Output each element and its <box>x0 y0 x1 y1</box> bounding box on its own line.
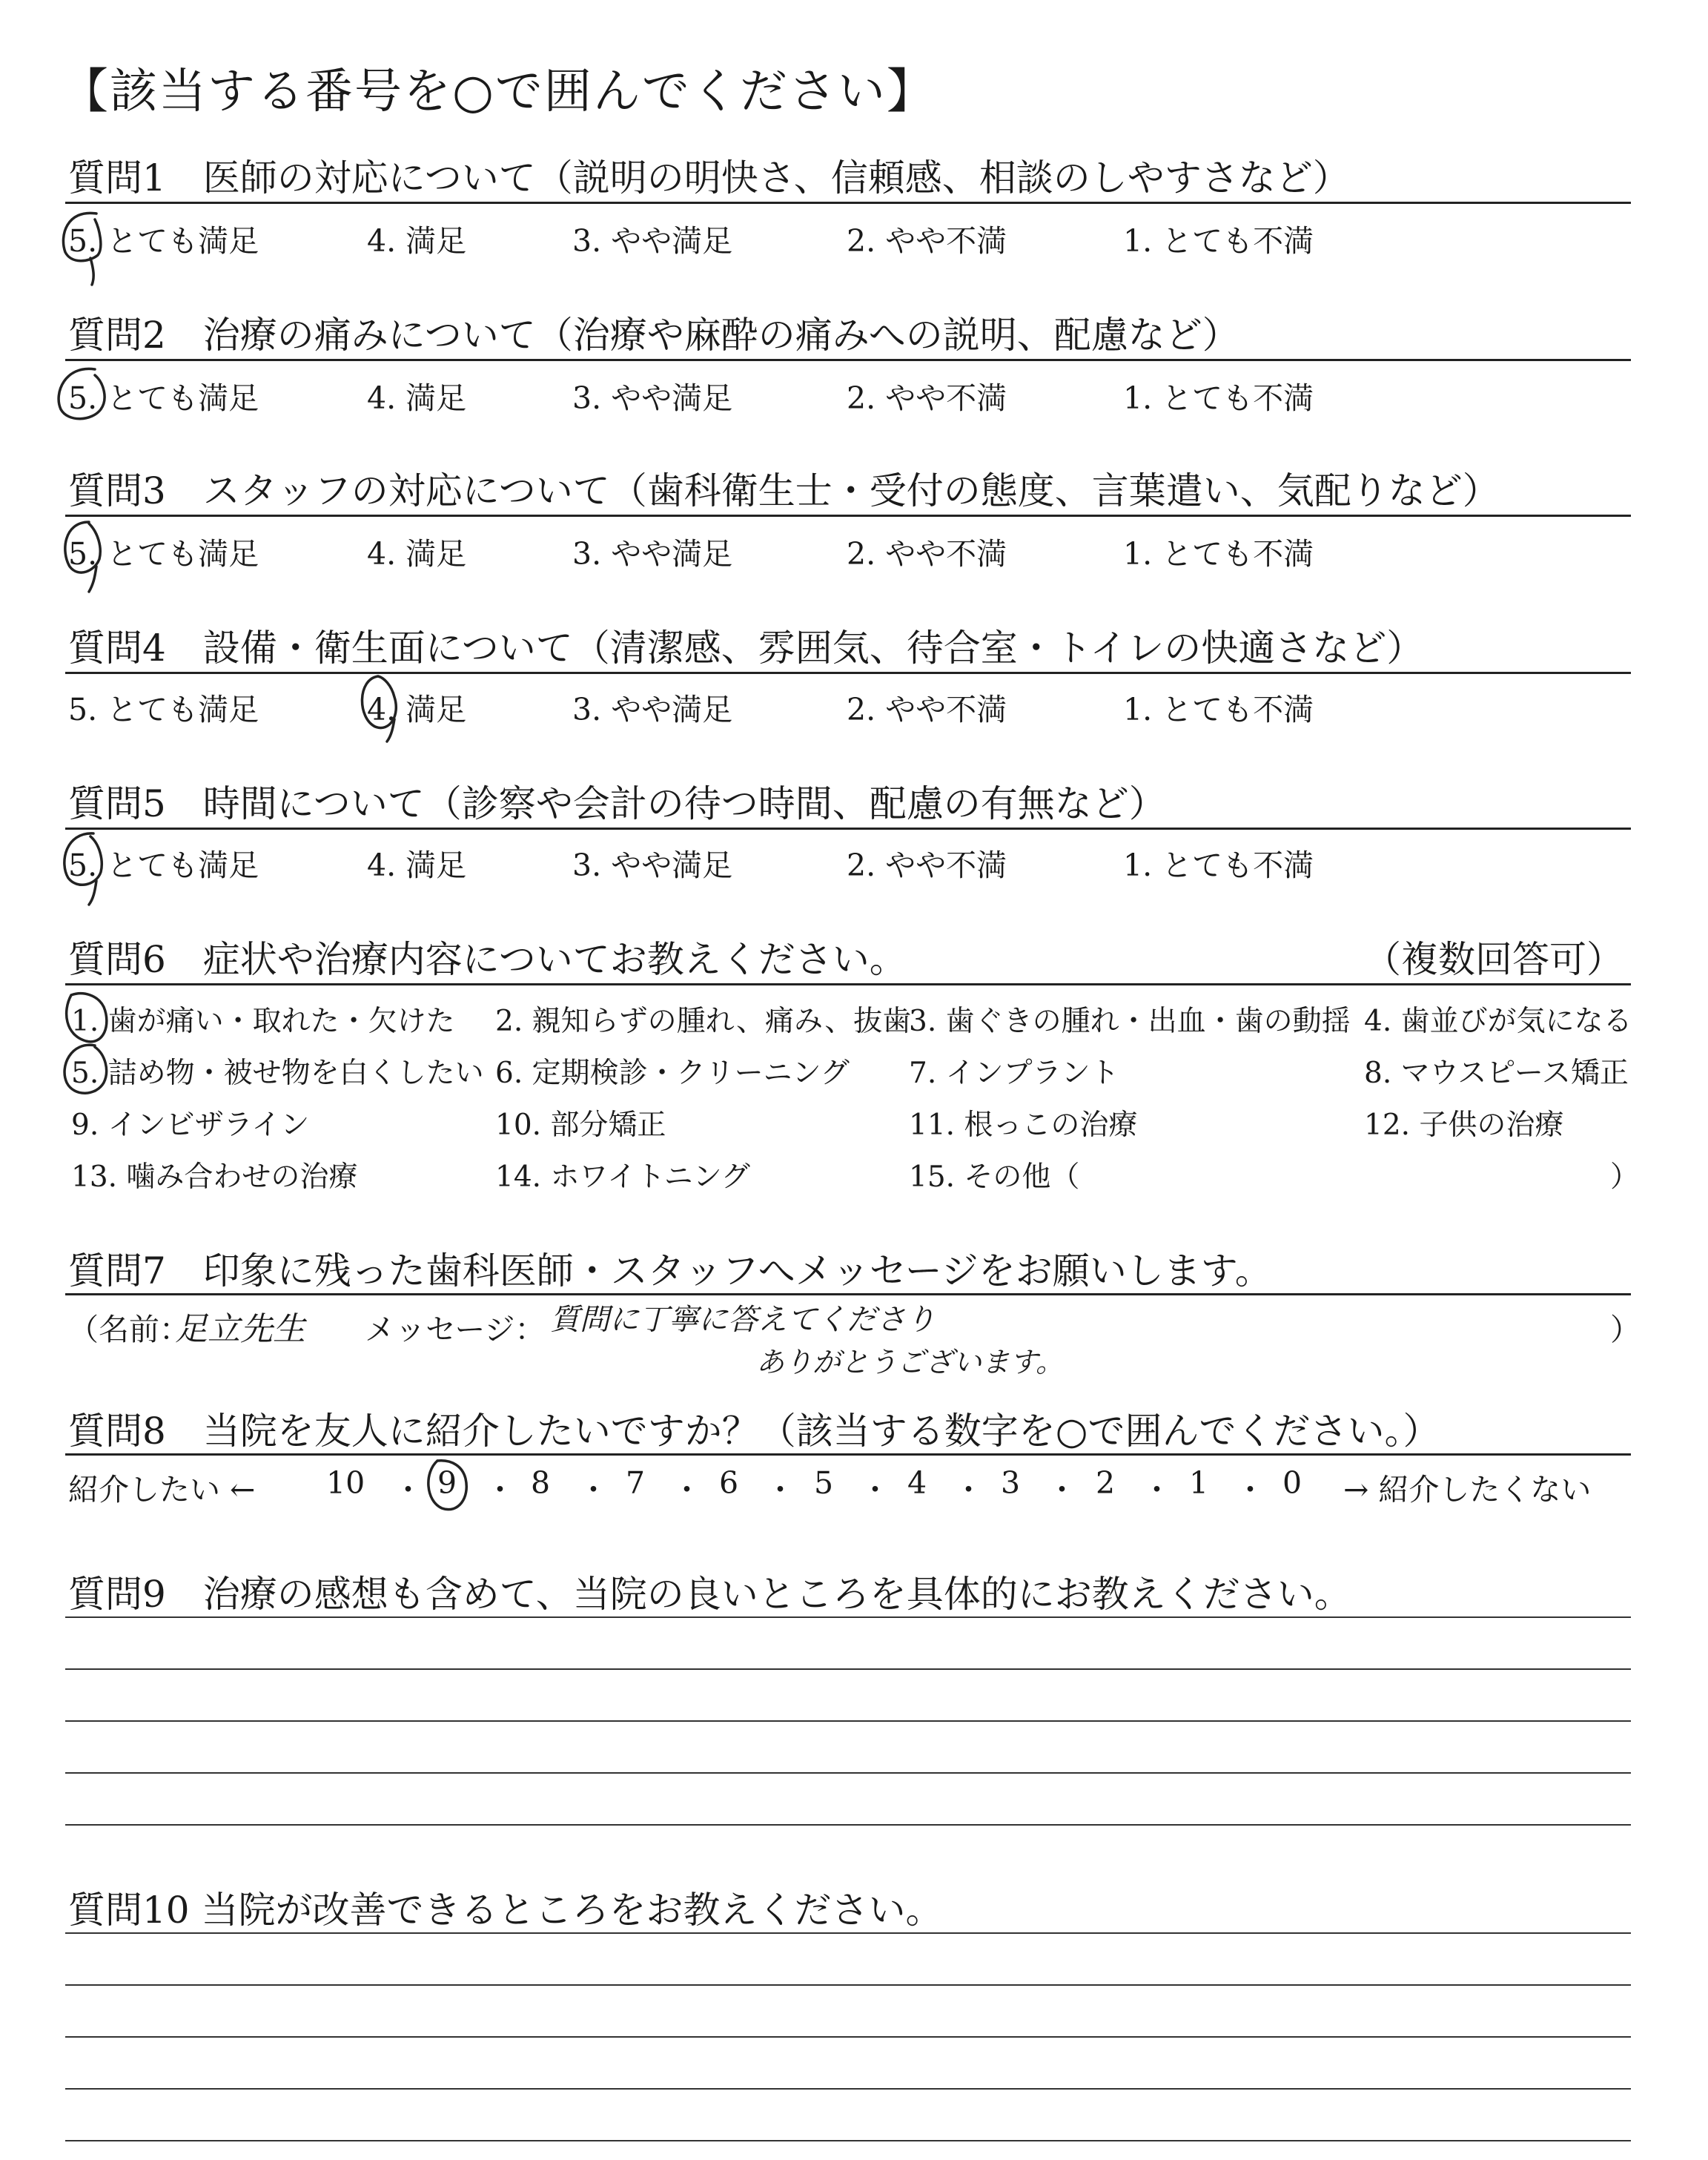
answer-line[interactable] <box>65 2088 1631 2090</box>
q1-option-2[interactable]: 2. やや不満 <box>847 223 1007 259</box>
q7-message-label: メッセージ： <box>365 1312 546 1347</box>
q5-title: 質問5 時間について（診察や会計の待つ時間、配慮の有無など） <box>68 782 1166 825</box>
q6-option-3[interactable]: 3. 歯ぐきの腫れ・出血・歯の動揺 <box>909 1005 1351 1038</box>
q3-option-4[interactable]: 4. 満足 <box>367 536 467 572</box>
q7-name-label: （名前： <box>68 1312 190 1347</box>
q8-scale-7[interactable]: 7 <box>626 1465 646 1501</box>
q8-scale-8[interactable]: 8 <box>531 1465 551 1501</box>
divider <box>65 828 1631 830</box>
q1-selection-circle <box>52 206 119 288</box>
divider <box>65 983 1631 985</box>
answer-line[interactable] <box>65 1984 1631 1986</box>
q6-option-8[interactable]: 8. マウスピース矯正 <box>1364 1057 1629 1090</box>
q8-separator: ・ <box>578 1472 609 1507</box>
answer-line[interactable] <box>65 1616 1631 1618</box>
q8-separator: ・ <box>765 1472 795 1507</box>
q6-option-13[interactable]: 13. 噛み合わせの治療 <box>71 1160 358 1194</box>
q4-option-1[interactable]: 1. とても不満 <box>1123 692 1314 727</box>
q5-option-4[interactable]: 4. 満足 <box>367 848 467 883</box>
q8-scale-4[interactable]: 4 <box>907 1465 927 1501</box>
divider <box>65 515 1631 517</box>
q8-separator: ・ <box>485 1472 515 1507</box>
page-title: 【該当する番号を○で囲んでください】 <box>61 65 936 119</box>
q6-option-5[interactable]: 5. 詰め物・被せ物を白くしたい <box>71 1057 484 1090</box>
q8-scale-1[interactable]: 1 <box>1189 1465 1209 1501</box>
answer-line[interactable] <box>65 1932 1631 1934</box>
q1-option-4[interactable]: 4. 満足 <box>367 223 467 259</box>
q3-option-2[interactable]: 2. やや不満 <box>847 536 1007 572</box>
q5-option-1[interactable]: 1. とても不満 <box>1123 848 1314 883</box>
q8-separator: ・ <box>860 1472 890 1507</box>
q6-selection-circle-5 <box>53 1038 120 1105</box>
q7-title: 質問7 印象に残った歯科医師・スタッフへメッセージをお願いします。 <box>68 1249 1272 1292</box>
q7-close-paren: ） <box>1610 1312 1641 1347</box>
q6-option-10[interactable]: 10. 部分矯正 <box>495 1109 666 1142</box>
q6-option-4[interactable]: 4. 歯並びが気になる <box>1364 1005 1632 1038</box>
q2-option-1[interactable]: 1. とても不満 <box>1123 380 1314 416</box>
q6-option-9[interactable]: 9. インビザライン <box>71 1109 310 1142</box>
q6-option-7[interactable]: 7. インプラント <box>909 1057 1119 1090</box>
q1-option-3[interactable]: 3. やや満足 <box>572 223 733 259</box>
answer-line[interactable] <box>65 1668 1631 1670</box>
q8-separator: ・ <box>393 1472 423 1507</box>
answer-line[interactable] <box>65 1772 1631 1774</box>
q2-option-2[interactable]: 2. やや不満 <box>847 380 1007 416</box>
answer-line[interactable] <box>65 2140 1631 2141</box>
q8-scale-5[interactable]: 5 <box>814 1465 834 1501</box>
q8-scale-6[interactable]: 6 <box>719 1465 739 1501</box>
q5-selection-circle <box>52 828 119 909</box>
divider <box>65 1453 1631 1456</box>
q8-title: 質問8 当院を友人に紹介したいですか？（該当する数字を○で囲んでください。） <box>68 1410 1440 1453</box>
q3-option-1[interactable]: 1. とても不満 <box>1123 536 1314 572</box>
q6-option-15[interactable]: 15. その他（ <box>909 1160 1080 1194</box>
q6-note: （複数回答可） <box>1364 938 1623 981</box>
q8-right-label: → 紹介したくない <box>1343 1472 1592 1507</box>
q4-option-2[interactable]: 2. やや不満 <box>847 692 1007 727</box>
q2-title: 質問2 治療の痛みについて（治療や麻酔の痛みへの説明、配慮など） <box>68 314 1239 357</box>
q9-title: 質問9 治療の感想も含めて、当院の良いところを具体的にお教えください。 <box>68 1573 1351 1616</box>
q2-option-4[interactable]: 4. 満足 <box>367 380 467 416</box>
answer-line[interactable] <box>65 2036 1631 2038</box>
q8-scale-0[interactable]: 0 <box>1282 1465 1302 1501</box>
q8-scale-2[interactable]: 2 <box>1096 1465 1116 1501</box>
q4-option-5[interactable]: 5. とても満足 <box>68 692 259 727</box>
divider <box>65 202 1631 204</box>
q10-title: 質問10 当院が改善できるところをお教えください。 <box>68 1889 943 1932</box>
q3-option-5[interactable]: 5. とても満足 <box>68 536 259 572</box>
q8-separator: ・ <box>1235 1472 1265 1507</box>
q8-separator: ・ <box>953 1472 984 1507</box>
q1-option-5[interactable]: 5. とても満足 <box>68 223 259 259</box>
q7-message-line1[interactable]: 質問に丁寧に答えてくださり <box>550 1303 936 1337</box>
q2-option-5[interactable]: 5. とても満足 <box>68 380 259 416</box>
divider <box>65 1293 1631 1295</box>
q6-option-14[interactable]: 14. ホワイトニング <box>495 1160 750 1194</box>
q8-scale-10[interactable]: 10 <box>326 1465 365 1501</box>
divider <box>65 672 1631 674</box>
q4-selection-circle <box>348 670 415 744</box>
q8-left-label: 紹介したい ← <box>68 1472 256 1507</box>
answer-line[interactable] <box>65 1824 1631 1826</box>
q6-option-2[interactable]: 2. 親知らずの腫れ、痛み、抜歯 <box>495 1005 912 1038</box>
q1-option-1[interactable]: 1. とても不満 <box>1123 223 1314 259</box>
q8-scale-3[interactable]: 3 <box>1001 1465 1021 1501</box>
q6-other-close-paren: ） <box>1610 1160 1640 1194</box>
q1-title: 質問1 医師の対応について（説明の明快さ、信頼感、相談のしやすさなど） <box>68 156 1350 199</box>
q6-option-11[interactable]: 11. 根っこの治療 <box>909 1109 1138 1142</box>
q7-message-line2[interactable]: ありがとうございます。 <box>756 1346 1064 1378</box>
q3-option-3[interactable]: 3. やや満足 <box>572 536 733 572</box>
q2-option-3[interactable]: 3. やや満足 <box>572 380 733 416</box>
q5-option-5[interactable]: 5. とても満足 <box>68 848 259 883</box>
q6-option-12[interactable]: 12. 子供の治療 <box>1364 1109 1564 1142</box>
q2-selection-circle <box>49 363 123 430</box>
q7-name-value[interactable]: 足立先生 <box>175 1310 305 1348</box>
q8-separator: ・ <box>672 1472 702 1507</box>
q6-option-1[interactable]: 1. 歯が痛い・取れた・欠けた <box>71 1005 455 1038</box>
q4-option-4[interactable]: 4. 満足 <box>367 692 467 727</box>
q4-title: 質問4 設備・衛生面について（清潔感、雰囲気、待合室・トイレの快適さなど） <box>68 627 1424 670</box>
answer-line[interactable] <box>65 1720 1631 1722</box>
q3-selection-circle <box>52 515 119 596</box>
q8-selection-circle <box>420 1455 479 1522</box>
q8-separator: ・ <box>1142 1472 1172 1507</box>
q3-title: 質問3 スタッフの対応について（歯科衛生士・受付の態度、言葉遣い、気配りなど） <box>68 469 1500 512</box>
q5-option-3[interactable]: 3. やや満足 <box>572 848 733 883</box>
q4-option-3[interactable]: 3. やや満足 <box>572 692 733 727</box>
q6-title: 質問6 症状や治療内容についてお教えください。 <box>68 938 907 981</box>
q5-option-2[interactable]: 2. やや不満 <box>847 848 1007 883</box>
divider <box>65 359 1631 361</box>
q8-scale-9[interactable]: 9 <box>437 1465 457 1501</box>
q8-separator: ・ <box>1047 1472 1077 1507</box>
q6-option-6[interactable]: 6. 定期検診・クリーニング <box>495 1057 850 1090</box>
